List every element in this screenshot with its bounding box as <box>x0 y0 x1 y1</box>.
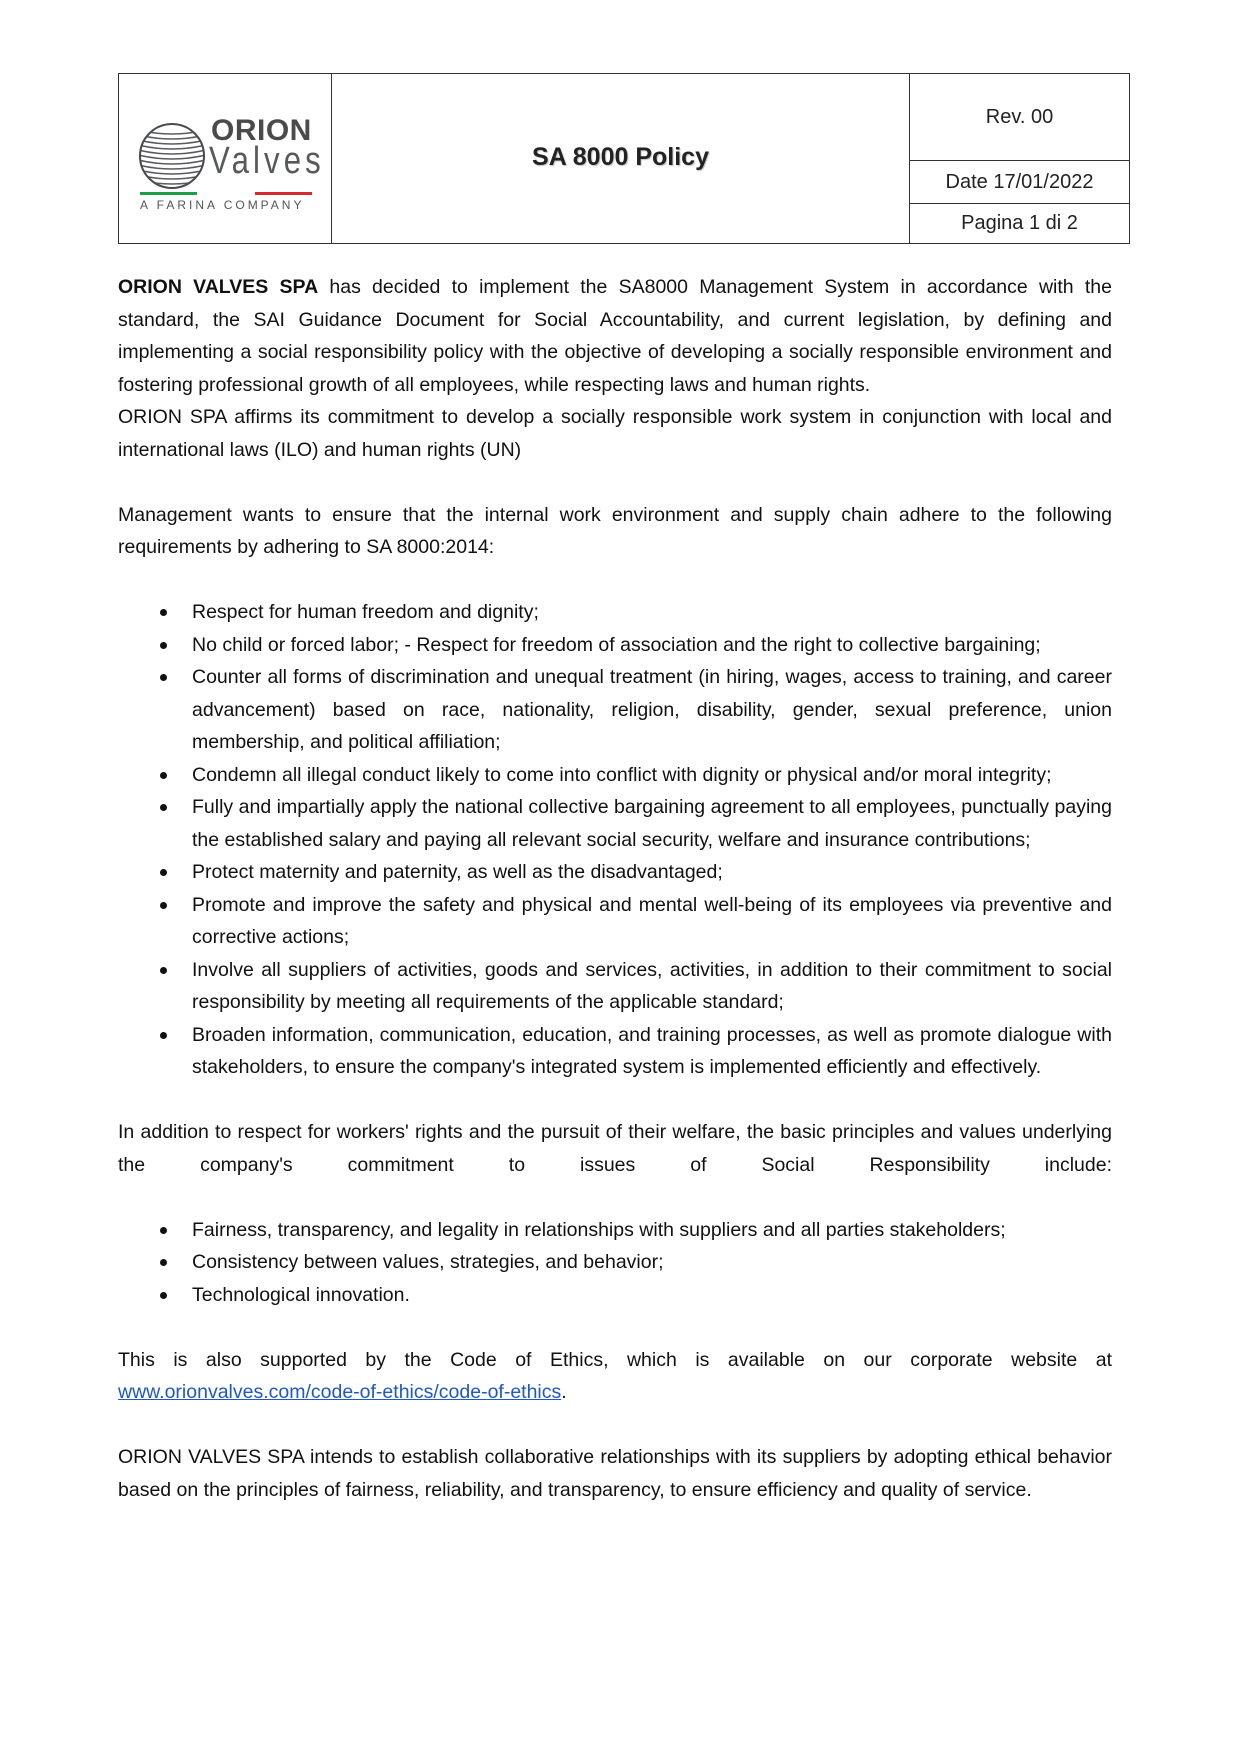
logo-tagline: A FARINA COMPANY <box>140 197 305 212</box>
list-item: Consistency between values, strategies, and behavior; <box>118 1246 1112 1279</box>
list-item: Condemn all illegal conduct likely to come into conflict with dignity or physical and/or moral integrity; <box>118 759 1112 792</box>
bullet-icon <box>160 772 167 779</box>
list-item: Promote and improve the safety and physical and mental well-being of its employees via preventive and corrective actions; <box>118 889 1112 954</box>
bullet-icon <box>160 804 167 811</box>
list-item: Protect maternity and paternity, as well as the disadvantaged; <box>118 856 1112 889</box>
title-cell <box>332 74 910 243</box>
revision-label: Rev. 00 <box>910 74 1129 161</box>
logo-brand-valves: Valves <box>209 139 325 182</box>
code-of-ethics-link[interactable]: www.orionvalves.com/code-of-ethics/code-of-ethics <box>118 1381 562 1403</box>
intro-paragraph <box>118 271 1112 401</box>
principles-intro-paragraph: In addition to respect for workers' rights and the pursuit of their welfare, the basic principles and values underlying the company's commitment to issues of Social Responsibility include: <box>118 1121 1112 1176</box>
bullet-icon <box>160 674 167 681</box>
document-body <box>118 271 1112 1506</box>
bullet-icon <box>160 869 167 876</box>
list-item: No child or forced labor; - Respect for freedom of association and the right to collective bargaining; <box>118 629 1112 662</box>
list-item: Involve all suppliers of activities, goods and services, activities, in addition to their commitment to social responsibility by meeting all requirements of the applicable standard; <box>118 954 1112 1019</box>
company-logo <box>135 104 325 214</box>
list-item: Technological innovation. <box>118 1279 1112 1312</box>
bullet-icon <box>160 967 167 974</box>
bullet-icon <box>160 1227 167 1234</box>
page-number: Pagina 1 di 2 <box>961 212 1078 234</box>
company-name: ORION VALVES SPA <box>118 276 319 298</box>
list-item: Fairness, transparency, and legality in relationships with suppliers and all parties stakeholders; <box>118 1214 1112 1247</box>
commitment-paragraph: ORION SPA affirms its commitment to develop a socially responsible work system in conjunction with local and international laws (ILO) and human rights (UN) <box>118 406 1112 461</box>
intro-text: has decided to implement the SA8000 Management System in accordance with the standard, the SAI Guidance Document for Social Accountability, and current legislation, by defining and implementing a social responsibility policy with the objective of developing a socially responsible environment and fostering professional growth of all employees, while respecting laws and human rights. <box>118 276 1112 396</box>
principles-list <box>118 1214 1112 1312</box>
management-paragraph: Management wants to ensure that the internal work environment and supply chain adhere to the following requirements by adhering to SA 8000:2014: <box>118 503 1112 558</box>
code-of-ethics-paragraph: This is also supported by the Code of Ethics, which is available on our corporate website at www.orionvalves.com/code-of-ethics/code-of-ethics. <box>118 1348 1112 1403</box>
globe-icon <box>138 122 206 190</box>
requirements-list <box>118 596 1112 1084</box>
document-title: SA 8000 Policy <box>532 143 709 171</box>
bullet-icon <box>160 1032 167 1039</box>
suppliers-paragraph: ORION VALVES SPA intends to establish collaborative relationships with its suppliers by adopting ethical behavior based on the principles of fairness, reliability, and transparency, to ensure efficiency and quality of service. <box>118 1446 1112 1501</box>
list-item: Fully and impartially apply the national collective bargaining agreement to all employees, punctually paying the established salary and paying all relevant social security, welfare and insurance contributions; <box>118 791 1112 856</box>
bullet-icon <box>160 609 167 616</box>
bullet-icon <box>160 1259 167 1266</box>
bullet-icon <box>160 642 167 649</box>
logo-brand-orion: ORION <box>211 113 312 147</box>
meta-cell <box>910 74 1129 243</box>
list-item: Respect for human freedom and dignity; <box>118 596 1112 629</box>
logo-cell <box>119 74 332 243</box>
bullet-icon <box>160 1292 167 1299</box>
date-label: Date 17/01/2022 <box>910 161 1129 204</box>
list-item: Counter all forms of discrimination and unequal treatment (in hiring, wages, access to training, and career advancement) based on race, nationality, religion, disability, gender, sexual preference, union membership, and political affiliation; <box>118 661 1112 759</box>
bullet-icon <box>160 902 167 909</box>
list-item: Broaden information, communication, education, and training processes, as well as promote dialogue with stakeholders, to ensure the company's integrated system is implemented efficiently and effectively. <box>118 1019 1112 1084</box>
logo-flag-stripe <box>140 192 312 195</box>
document-header <box>118 73 1130 244</box>
